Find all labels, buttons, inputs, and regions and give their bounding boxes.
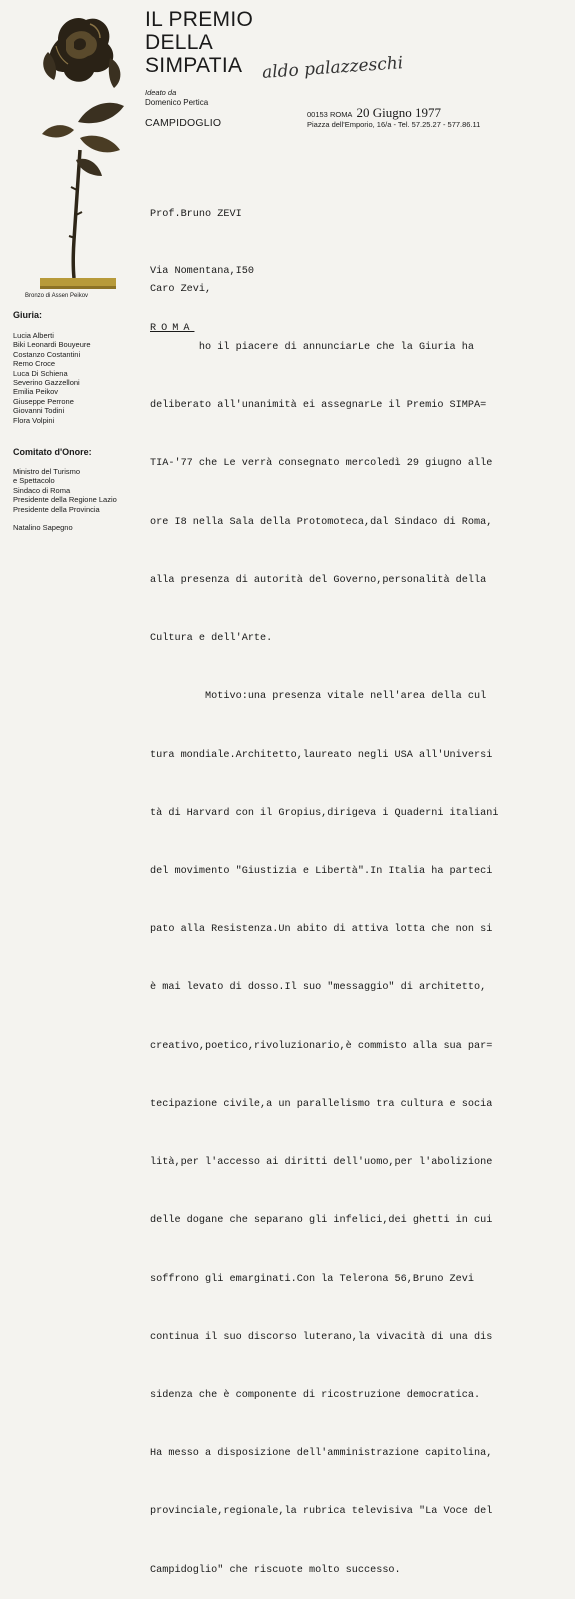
- jury-title: Giuria:: [13, 310, 43, 320]
- letter-line: tà di Harvard con il Gropius,dirigeva i Quaderni italiani: [150, 807, 499, 819]
- title-line: DELLA: [145, 31, 214, 54]
- founder-name: Domenico Pertica: [145, 98, 209, 107]
- letter-line: Caro Zevi,: [150, 283, 212, 295]
- letter-line: lità,per l'accesso ai diritti dell'uomo,per l'abolizione: [150, 1157, 493, 1169]
- list-item: Costanzo Costantini: [13, 349, 81, 359]
- letter-line: tura mondiale.Architetto,laureato negli USA all'Universi: [150, 749, 493, 761]
- letter-line: Campidoglio" che riscuote molto successo.: [150, 1564, 401, 1576]
- letter-line: sidenza che è componente di ricostruzione democratica.: [150, 1389, 481, 1401]
- organization-title: [145, 8, 253, 77]
- list-item: Presidente della Provincia: [13, 504, 100, 514]
- letter-line: alla presenza di autorità del Governo,personalità della: [150, 574, 487, 586]
- letter-line: TIA-'77 che Le verrà consegnato mercoledì 29 giugno alle: [150, 458, 493, 470]
- letter-line: Ha messo a disposizione dell'amministrazione capitolina,: [150, 1448, 493, 1460]
- list-item: Giuseppe Perrone: [13, 396, 74, 406]
- list-item: e Spettacolo: [13, 476, 55, 486]
- letter-line: tecipazione civile,a un parallelismo tra cultura e socia: [150, 1098, 493, 1110]
- committee-title: Comitato d'Onore:: [13, 447, 92, 457]
- committee-list: [13, 467, 117, 514]
- list-item: Luca Di Schiena: [13, 368, 68, 378]
- list-item: Emilia Peikov: [13, 387, 59, 397]
- handwritten-signature: aldo palazzeschi: [261, 53, 404, 83]
- jury-list: [13, 331, 91, 425]
- list-item: Biki Leonardi Bouyeure: [13, 340, 91, 350]
- letter-line: creativo,poetico,rivoluzionario,è commisto alla sua par=: [150, 1040, 493, 1052]
- letter-line: Motivo:una presenza vitale nell'area della cul: [150, 691, 487, 703]
- letter-line: è mai levato di dosso.Il suo "messaggio" di architetto,: [150, 982, 487, 994]
- zip-city: 00153 ROMA: [307, 110, 353, 119]
- illustration-caption: Bronzo di Assen Peikov: [25, 293, 89, 299]
- letter-date: 20 Giugno 1977: [356, 105, 441, 120]
- bronze-rose-icon: [28, 10, 130, 300]
- list-item: Sindaco di Roma: [13, 485, 71, 495]
- letter-line: Cultura e dell'Arte.: [150, 633, 273, 645]
- letter-line: del movimento "Giustizia e Libertà".In Italia ha parteci: [150, 866, 493, 877]
- list-item: Severino Gazzelloni: [13, 378, 80, 388]
- street-address: Piazza dell'Emporio, 16/a - Tel. 57.25.27 - 577.86.11: [307, 120, 481, 129]
- letter-line: continua il suo discorso luterano,la vivacità di una dis: [150, 1331, 493, 1343]
- list-item: Ministro del Turismo: [13, 467, 81, 476]
- letter-line: soffrono gli emarginati.Con la Telerona 56,Bruno Zevi: [150, 1273, 475, 1285]
- list-item: Flora Volpini: [13, 415, 55, 425]
- letter-line: pato alla Resistenza.Un abito di attiva lotta che non si: [150, 924, 493, 936]
- list-item: Lucia Alberti: [13, 331, 54, 340]
- founder-credit: [145, 88, 208, 108]
- venue-label: CAMPIDOGLIO: [145, 117, 222, 129]
- address-block: [307, 105, 481, 130]
- letter-line: delle dogane che separano gli infelici,dei ghetti in cui: [150, 1215, 493, 1227]
- founder-label: Ideato da: [145, 88, 177, 97]
- letter-line: provinciale,regionale,la rubrica televisiva "La Voce del: [150, 1506, 493, 1518]
- list-item: Remo Croce: [13, 359, 56, 369]
- letter-line: ore I8 nella Sala della Protomoteca,dal Sindaco di Roma,: [150, 516, 493, 528]
- letter-body: [150, 241, 498, 1599]
- recipient-street: Via Nomentana,I50: [150, 266, 254, 277]
- letter-line: deliberato all'unanimità ei assegnarLe il Premio SIMPA=: [150, 400, 487, 412]
- letter-line: ho il piacere di annunciarLe che la Giuria ha: [150, 342, 475, 354]
- title-line: IL PREMIO: [145, 8, 254, 31]
- committee-extra-member: Natalino Sapegno: [13, 523, 73, 532]
- list-item: Giovanni Todini: [13, 406, 65, 416]
- recipient-name: Prof.Bruno ZEVI: [150, 209, 242, 220]
- recipient-city: ROMA: [150, 323, 195, 334]
- list-item: Presidente della Regione Lazio: [13, 495, 117, 505]
- title-line: SIMPATIA: [145, 54, 243, 77]
